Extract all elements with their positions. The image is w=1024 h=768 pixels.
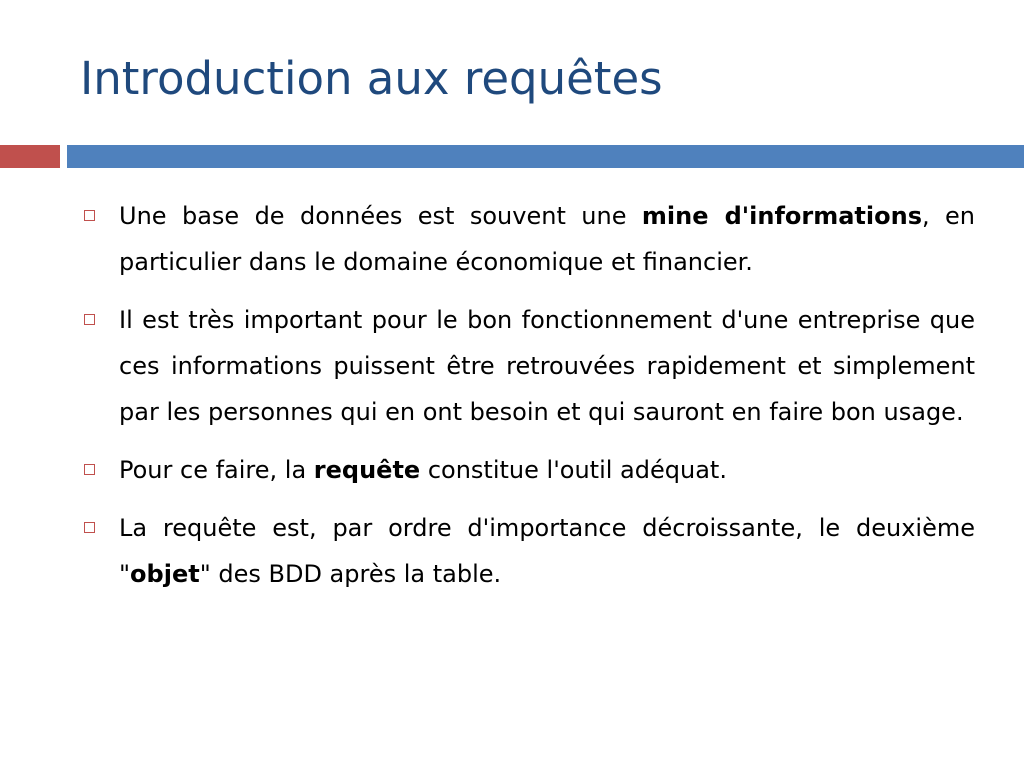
bullet-text: , en particulier dans le domaine économique et financier. — [119, 202, 976, 276]
bullet-bold-text: requête — [313, 456, 421, 484]
bullet-text: " des BDD après la table. — [199, 560, 502, 588]
title-accent-red-bar — [0, 145, 60, 168]
bullet-item — [80, 297, 975, 435]
bullet-text: Une base de données est souvent une — [119, 202, 642, 230]
hollow-square-bullet-icon — [84, 210, 95, 221]
slide-title: Introduction aux requêtes — [80, 52, 663, 105]
bullet-item — [80, 505, 975, 597]
bullet-text: La requête est, par ordre d'importance décroissante, le deuxième " — [119, 514, 975, 588]
bullet-list — [80, 193, 975, 609]
hollow-square-bullet-icon — [84, 464, 95, 475]
bullet-text: Pour ce faire, la — [119, 456, 314, 484]
hollow-square-bullet-icon — [84, 314, 95, 325]
bullet-text: constitue l'outil adéquat. — [420, 456, 727, 484]
title-accent-blue-bar — [67, 145, 1024, 168]
bullet-text: Il est très important pour le bon fonctionnement d'une entreprise que ces informations puissent être retrouvées rapidement et simplement par les personnes qui en ont besoin et qui sauront en faire bon usage. — [119, 306, 975, 426]
bullet-bold-text: mine d'informations — [641, 202, 922, 230]
bullet-item — [80, 447, 975, 493]
hollow-square-bullet-icon — [84, 522, 95, 533]
bullet-bold-text: objet — [130, 560, 200, 588]
bullet-item — [80, 193, 975, 285]
